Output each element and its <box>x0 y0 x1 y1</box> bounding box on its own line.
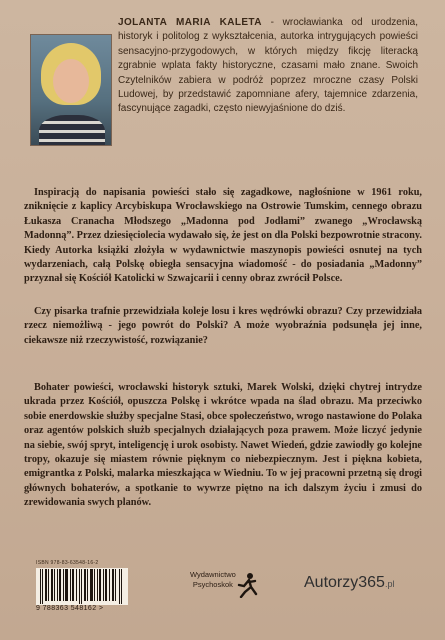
blurb-paragraph-1: Inspiracją do napisania powieści stało się zagadkowe, nagłośnione w 1961 roku, zniknięcie z kaplicy Arcybiskupa Wrocławskiego na Ostrowie Tumskim, cennego obrazu Łukasza Cranacha Młodszego „Madonna pod Jodłami” zwanego „Wrocławską Madonną”. Przez dziesięciolecia wydawało się, że jest on dla Polski bezpowrotnie stracony. Kiedy Autorka książki złożyła w wydawnictwie maszynopis powieści osnutej na tych wydarzeniach, całą Polskę obiegła sensacyjna wiadomość - do posiadania „Madonny” przyznał się Kościół Katolicki w Szwajcarii i cenny obraz zwrócił Polsce. <box>24 187 422 285</box>
brand-logo <box>304 574 394 592</box>
photo-face <box>53 59 89 103</box>
author-photo <box>30 34 112 146</box>
isbn-barcode <box>36 560 128 615</box>
author-name: JOLANTA MARIA KALETA <box>118 17 262 28</box>
author-bio <box>118 16 418 117</box>
blurb-paragraph-2: Czy pisarka trafnie przewidziała koleje losu i kres wędrówki obrazu? Czy przewidziała rzecz niemożliwą - jego powrót do Polski? A może wyobraźnia podsunęła jej inne, ciekawsze niż rzeczywistość, rozwiązanie? <box>24 306 422 346</box>
isbn-label: ISBN 978-83-63548-16-2 <box>36 560 99 566</box>
publisher-line-1: Wydawnictwo <box>190 570 236 579</box>
brand-suffix: .pl <box>384 579 395 589</box>
brand-main: Autorzy365 <box>304 574 385 591</box>
barcode-digits: 9 788363 548162 > <box>36 605 104 612</box>
running-figure-logo-icon <box>236 572 260 598</box>
blurb-paragraph-3: Bohater powieści, wrocławski historyk sztuki, Marek Wolski, dzięki chytrej intrydze ukrada przez Kościół, opuszcza Polskę i wkrótce wpada na ślad obrazu. Ma przeciwko sobie enerdowskie służby specjalne Stasi, obce społeczeństwo, wrogo nastawione do Polaka oraz agentów polskich służb specjalnych działających poza prawem. Może liczyć jedynie na siebie, swój spryt, inteligencję i urok osobisty. Nawet Wiedeń, gdzie zawiodły go kolejne tropy, okazuje się miastem równie pięknym co niebezpiecznym. Jest i piękna kobieta, emigrantka z Polski, malarka mieszkająca w Wiedniu. To w jej pracowni przetną się drogi głównych bohaterów, a spotkanie to wywrze piętno na ich dalszym życiu i zmusi do zrewidowania swych planów. <box>24 382 422 509</box>
photo-shirt <box>39 115 105 146</box>
publisher-name <box>190 570 236 589</box>
author-bio-text: - wrocławianka od urodzenia, historyk i politolog z wykształcenia, autorka intrygujących powieści sensacyjno-przygodowych, w których między fikcję literacką zgrabnie wplata fakty historyczne, czasami mało znane. Swoich Czytelników zabiera w podróż poprzez mroczne czasy Polski Ludowej, by przedstawić zapomniane afery, tajemnice zdarzenia, fascynujące zagadki, często niewyjaśnione do dziś. <box>118 17 418 115</box>
barcode-bars <box>36 568 128 605</box>
publisher-line-2: Psychoskok <box>192 579 233 589</box>
